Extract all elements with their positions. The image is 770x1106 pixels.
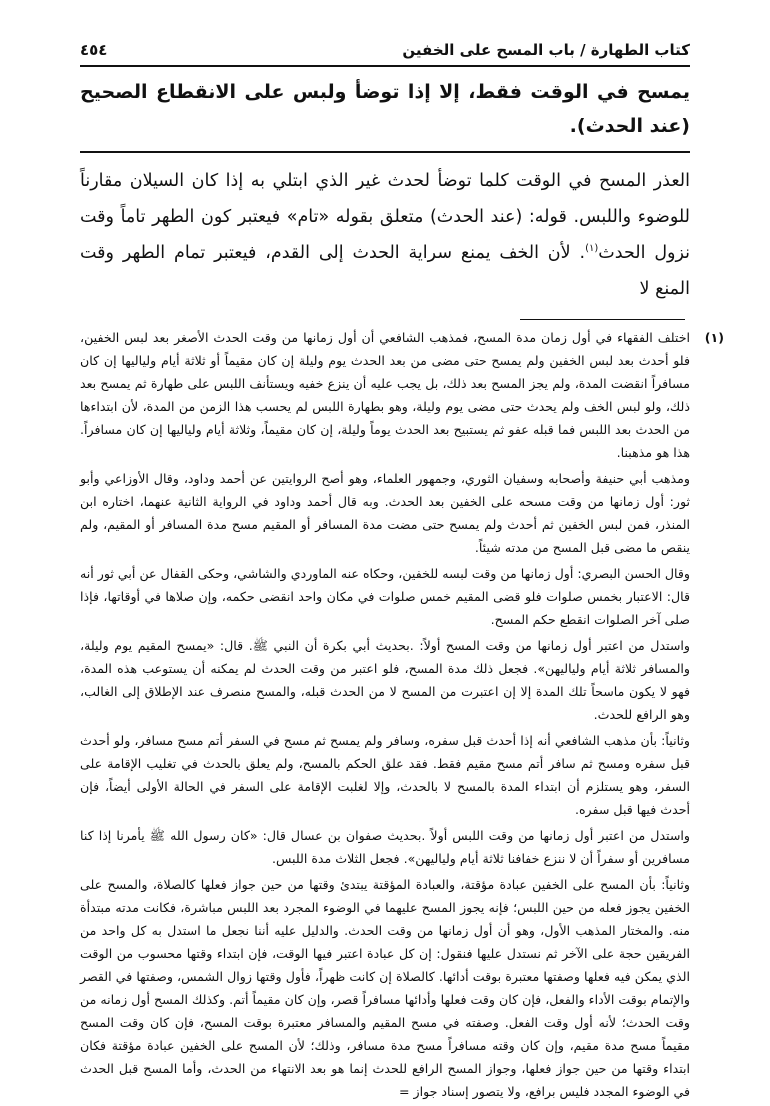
footnote-paragraph: وقال الحسن البصري: أول زمانها من وقت لبسه للخفين، وحكاه عنه الماوردي والشاشي، وحكى القفال عن أبي ثور أنه قال: الاعتبار بخمس صلوات فلو قضى المقيم خمس صلوات في مكان واحد انقضى حكمه، وإن صلاها في أوقاتها، فإذا صلى آخر الصلوات انقطع حكم المسح. bbox=[80, 566, 690, 627]
header-divider bbox=[80, 65, 690, 67]
commentary-text bbox=[80, 163, 690, 307]
footnote-marker: (١) bbox=[704, 330, 724, 345]
footnote-paragraph: واستدل من اعتبر أول زمانها من وقت المسح أولاً: .بحديث أبي بكرة أن النبي ﷺ. قال: «يمسح المقيم يوم وليلة، والمسافر ثلاثة أيام ولياليهن». فجعل ذلك مدة المسح، فلو اعتبر من وقت الحدث لم يمكنه أن يستوعب هذه المدة، فهو لا يكون ماسحاً تلك المدة إلا إن اعتبرت من المسح لا من الحدث قبله، والمسح منصرف عند الإطلاق إلى الغالب، وهو الرافع للحدث. bbox=[80, 638, 690, 722]
footnotes bbox=[80, 326, 724, 1103]
footnote-text: اختلف الفقهاء في أول زمان مدة المسح، فمذهب الشافعي أن أول زمانها من وقت الحدث الأصغر بعد لبس الخفين، فلو أحدث بعد لبس الخفين ولم يمسح حتى مضى من بعد الحدث يوم وليلة إن كان مقيماً أو ثلاثة أيام ولياليها إن كان مسافراً انقضت المدة، ولم يجز المسح بعد ذلك، بل يجب عليه أن ينزع خفيه ويستأنف اللبس على طهارة ثم يمسح بعد ذلك، ولو لبس الخف ولم يحدث حتى مضى يوم وليلة، وهو بطهارة اللبس لم يحسب هذا الزمن من المدة، لأن ابتداءها من الحدث بعد اللبس فما قبله عفو ثم يستبيح بعد الحدث يوماً وليلة، إن كان مقيماً، وثلاثة أيام ولياليها إن كان مسافراً. هذا هو مذهبنا. bbox=[80, 330, 690, 460]
page-number: ٤٥٤ bbox=[80, 41, 108, 59]
footnote-paragraph: وثانياً: بأن مذهب الشافعي أنه إذا أحدث قبل سفره، وسافر ولم يمسح ثم مسح في السفر أتم مسح مسافر، ولو أحدث قبل سفره ومسح ثم سافر أتم مسح مقيم فقط. فقد علق الحكم بالمسح، ولم يعلق بالحدث في تغليب الإقامة على السفر، وهو يستلزم أن ابتداء المدة بالمسح لا بالحدث، وإلا لغلبت الإقامة على السفر في الحالة الأولى أيضاً، فإن أحدث فيها قبل سفره. bbox=[80, 733, 690, 817]
chapter-title: كتاب الطهارة / باب المسح على الخفين bbox=[402, 41, 690, 59]
commentary-paragraph bbox=[80, 163, 690, 307]
footnote-reference[interactable]: (١) bbox=[585, 243, 599, 255]
commentary-continuation: . لأن الخف يمنع سراية الحدث إلى القدم، فيعتبر تمام الطهر وقت المنع لا bbox=[80, 243, 690, 299]
carryover-matn-text: يمسح في الوقت فقط، إلا إذا توضأ ولبس على الانقطاع الصحيح (عند الحدث). bbox=[80, 81, 690, 137]
footnote-paragraph bbox=[80, 326, 724, 464]
footnote-divider bbox=[520, 319, 685, 320]
footnote-paragraph: واستدل من اعتبر أول زمانها من وقت اللبس أولاً .بحديث صفوان بن عسال قال: «كان رسول الله ﷺ يأمرنا إذا كنا مسافرين أو سفراً أن لا ننزع خفافنا ثلاثة أيام ولياليهن». فجعل الثلاث مدة اللبس. bbox=[80, 828, 690, 866]
running-header bbox=[80, 38, 690, 62]
footnote-paragraph: وثانياً: بأن المسح على الخفين عبادة مؤقتة، والعبادة المؤقتة يبتدئ وقتها من حين جواز فعلها كالصلاة، والمسح على الخفين يجوز فعله من حين اللبس؛ فإنه يجوز المسح عليهما في الوضوء المجرد بعد اللبس مباشرة، فكانت مدته مبتدأة منه. والمختار المذهب الأول، وهو أن أول زمانها من وقت الحدث. والدليل عليه أننا نجعل ما استدل به كل واحد من الفريقين حجة على الآخر ثم نستدل عليها فنقول: إن كل عبادة اعتبر فيها الوقت، فإن ابتداء وقتها محسوب من الوقت الذي يمكن فيه فعلها وصفتها معتبرة بوقت أدائها. كالصلاة إن كانت ظهراً، فأول وقتها زوال الشمس، وصفتها في القصر والإتمام بوقت الأداء والفعل، فإن كان وقت فعلها وأدائها مسافراً قصر، وإن كان مقيماً أتم. وكذلك المسح أول زمانه من وقت الحدث؛ لأنه أول وقت الفعل. وصفته في مسح المقيم والمسافر معتبرة بوقت المسح، فإن كان وقت المسح مقيماً مسح مدة مقيم، وإن كان وقته مسافراً مسح مدة مسافر، وذلك؛ لأن المسح على الخفين عبادة مؤقتة فكان ابتداء وقتها من حين جواز فعلها، وجواز المسح الرافع للحدث إنما هو بعد الانتهاء من الحدث، وأما المسح قبل الحدث في الوضوء المجدد فليس برافع، ولا يتصور إسناد جواز = bbox=[80, 877, 690, 1099]
section-divider bbox=[80, 151, 690, 153]
commentary-body: العذر المسح في الوقت كلما توضأ لحدث غير الذي ابتلي به إذا كان السيلان مقارناً للوضوء واللبس. قوله: (عند الحدث) متعلق بقوله «تام» فيعتبر كون الطهر تاماً وقت نزول الحدث bbox=[80, 171, 691, 263]
footnote-paragraph: ومذهب أبي حنيفة وأصحابه وسفيان الثوري، وجمهور العلماء، وهو أصح الروايتين عن أحمد وداود، وقال الأوزاعي وأبو ثور: أول زمانها من وقت مسحه على الخفين بعد الحدث. وبه قال أحمد وداود في الرواية الثانية عنهما، اختاره ابن المنذر، فمن لبس الخفين ثم أحدث ولم يمسح حتى مضت مدة المسافر أو المقيم مسح مدة المسافر أو المقيم، ولم ينقص ما مضى قبل المسح من مدته شيئاً. bbox=[80, 471, 690, 555]
book-page bbox=[80, 38, 724, 1106]
